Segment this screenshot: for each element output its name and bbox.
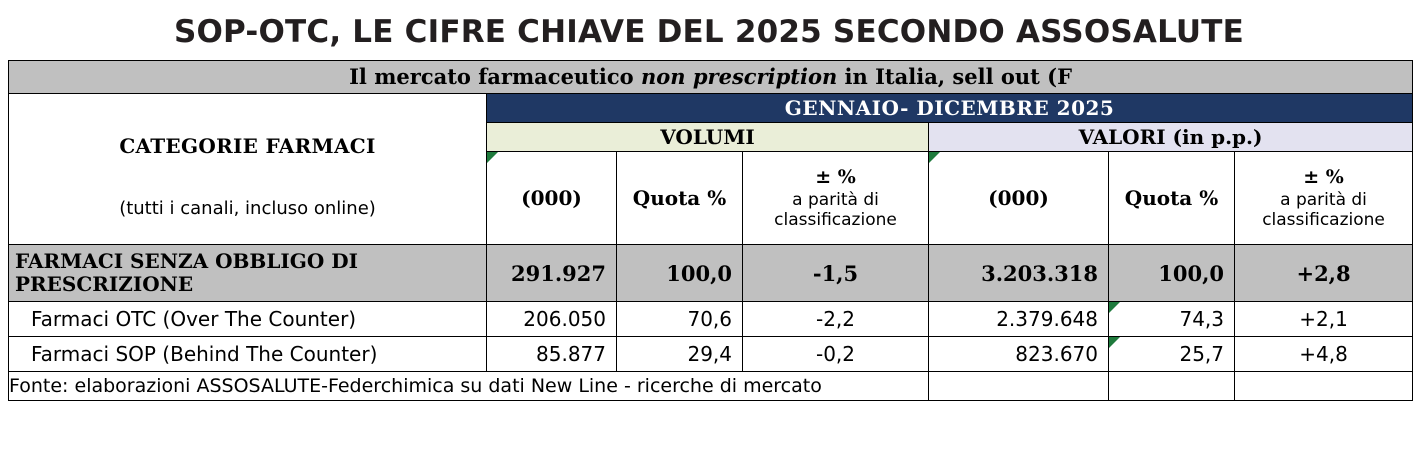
row-total-vol-000: 291.927 xyxy=(487,245,617,302)
subheader-volumi-quota: Quota % xyxy=(617,152,743,245)
group-header-valori: VALORI (in p.p.) xyxy=(929,123,1413,152)
table-row xyxy=(9,245,1413,302)
table-banner xyxy=(9,61,1413,94)
row-otc-label: Farmaci OTC (Over The Counter) xyxy=(9,302,487,337)
table-banner-row xyxy=(9,61,1413,94)
table-source-row xyxy=(9,372,1413,401)
table-period-row xyxy=(9,94,1413,123)
row-total-label-line1: FARMACI SENZA OBBLIGO DI xyxy=(15,249,358,273)
subheader-valori-delta xyxy=(1235,152,1413,245)
subheader-volumi-delta xyxy=(743,152,929,245)
subheader-valori-delta-symbol: ± % xyxy=(1303,165,1344,188)
source-blank-1 xyxy=(929,372,1109,401)
row-sop-vol-delta: -0,2 xyxy=(743,337,929,372)
row-otc-vol-delta: -2,2 xyxy=(743,302,929,337)
source-blank-3 xyxy=(1235,372,1413,401)
row-otc-val-000: 2.379.648 xyxy=(929,302,1109,337)
subheader-volumi-delta-line1: a parità di xyxy=(792,189,879,210)
table-row xyxy=(9,302,1413,337)
row-total-vol-delta: -1,5 xyxy=(743,245,929,302)
banner-text-part2: in Italia, sell out (F xyxy=(837,64,1072,89)
subheader-valori-delta-line1: a parità di xyxy=(1280,189,1367,210)
row-otc-val-quota: 74,3 xyxy=(1109,302,1235,337)
row-sop-val-delta: +4,8 xyxy=(1235,337,1413,372)
market-data-table xyxy=(8,60,1413,401)
row-otc-vol-quota: 70,6 xyxy=(617,302,743,337)
source-note: Fonte: elaborazioni ASSOSALUTE-Federchimica su dati New Line - ricerche di mercato xyxy=(9,372,929,401)
subheader-valori-delta-line2: classificazione xyxy=(1262,210,1385,230)
row-total-vol-quota: 100,0 xyxy=(617,245,743,302)
row-otc-vol-000: 206.050 xyxy=(487,302,617,337)
row-otc-val-delta: +2,1 xyxy=(1235,302,1413,337)
row-sop-label: Farmaci SOP (Behind The Counter) xyxy=(9,337,487,372)
subheader-volumi-thousands: (000) xyxy=(487,152,617,245)
subheader-valori-thousands: (000) xyxy=(929,152,1109,245)
page-title: SOP-OTC, LE CIFRE CHIAVE DEL 2025 SECONDO ASSOSALUTE xyxy=(173,14,1245,50)
row-total-label xyxy=(9,245,487,302)
row-sop-vol-000: 85.877 xyxy=(487,337,617,372)
category-header-line2: (tutti i canali, incluso online) xyxy=(119,197,376,219)
source-blank-2 xyxy=(1109,372,1235,401)
table-row xyxy=(9,337,1413,372)
group-header-volumi: VOLUMI xyxy=(487,123,929,152)
row-total-val-delta: +2,8 xyxy=(1235,245,1413,302)
banner-text-italic: non prescription xyxy=(640,64,838,89)
row-sop-val-quota: 25,7 xyxy=(1109,337,1235,372)
row-total-label-line2: PRESCRIZIONE xyxy=(15,272,194,296)
subheader-volumi-delta-symbol: ± % xyxy=(815,165,856,188)
period-header: GENNAIO- DICEMBRE 2025 xyxy=(487,94,1413,123)
row-sop-val-000: 823.670 xyxy=(929,337,1109,372)
banner-text-part1: Il mercato farmaceutico xyxy=(349,64,641,89)
category-header-line1: CATEGORIE FARMACI xyxy=(119,133,376,158)
row-total-val-quota: 100,0 xyxy=(1109,245,1235,302)
subheader-valori-quota: Quota % xyxy=(1109,152,1235,245)
subheader-volumi-delta-line2: classificazione xyxy=(774,210,897,230)
row-total-val-000: 3.203.318 xyxy=(929,245,1109,302)
category-header-cell xyxy=(9,94,487,245)
row-sop-vol-quota: 29,4 xyxy=(617,337,743,372)
